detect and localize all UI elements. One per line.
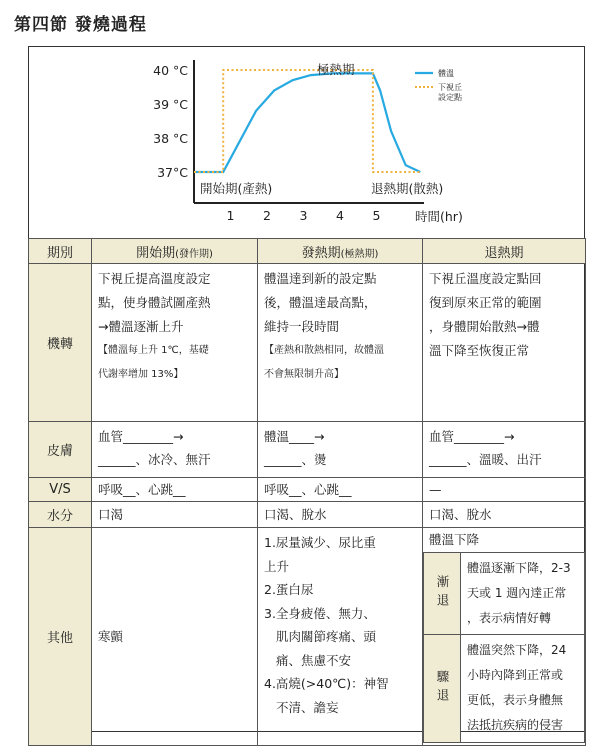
gradual-label: 漸退 <box>424 553 461 635</box>
fever-chart <box>28 46 585 238</box>
gradual-text: 體溫逐漸下降，2-3 天或 1 週內達正常 ，表示病情好轉 <box>461 553 585 635</box>
water-onset: 口渴 <box>92 502 258 528</box>
row-label-water: 水分 <box>29 502 92 528</box>
other-defervescence: 體溫下降 漸退 體溫逐漸下降，2-3 天或 1 週內達正常 ，表示病情好轉 驟退 體溫突然下降，24 小時內降到正常或 更低，表示身體無 法抵抗疾病的侵害 <box>423 528 586 746</box>
mechanism-onset: 下視丘提高溫度設定 點，使身體試圖產熱 →體溫逐漸上升 【體溫每上升 1℃，基礎 代謝率增加 13%】 <box>92 264 258 422</box>
legend-label-setpoint: 下視丘 <box>438 83 462 92</box>
fever-stage-table <box>28 238 586 746</box>
row-label-mechanism: 機轉 <box>29 264 92 422</box>
other-onset: 寒顫 <box>92 528 258 746</box>
vs-onset: 呼吸__、心跳__ <box>92 478 258 502</box>
other-fever: 1.尿量減少、尿比重 上升 2.蛋白尿 3.全身疲倦、無力、 肌肉關節疼痛、頭 痛、焦慮不安 4.高燒(>40℃)：神智 不清、譫妄 <box>258 528 423 746</box>
y-tick-label: 39 °C <box>153 97 188 112</box>
x-tick-label: 1 <box>226 208 235 223</box>
section-heading: 第四節 發燒過程 <box>14 15 147 35</box>
x-tick-label: 5 <box>372 208 381 223</box>
row-label-other: 其他 <box>29 528 92 746</box>
mechanism-fever: 體溫達到新的設定點 後，體溫達最高點， 維持一段時間 【產熱和散熱相同，故體溫 不會無限制升高】 <box>258 264 423 422</box>
x-tick-label: 2 <box>263 208 271 223</box>
y-tick-label: 38 °C <box>153 131 188 146</box>
header-period: 期別 <box>29 239 92 264</box>
legend-label-body-temp: 體溫 <box>438 69 454 78</box>
mechanism-defervescence: 下視丘溫度設定點回 復到原來正常的範圍 ，身體開始散熱→體 溫下降至恢復正常 <box>423 264 586 422</box>
annotation-defervescence: 退熱期(散熱) <box>371 181 444 196</box>
fever-chart-svg <box>28 46 585 238</box>
x-axis-label: 時間(hr) <box>415 209 463 224</box>
x-tick-label: 3 <box>299 208 308 223</box>
row-label-skin: 皮膚 <box>29 422 92 478</box>
water-defervescence: 口渴、脫水 <box>423 502 586 528</box>
series-line-setpoint <box>194 70 420 172</box>
vs-defervescence: — <box>423 478 586 502</box>
skin-fever: 體溫____→ ______、燙 <box>258 422 423 478</box>
annotation-peak: 極熱期 <box>317 62 355 77</box>
header-defervescence: 退熱期 <box>423 239 586 264</box>
header-onset: 開始期(發作期) <box>92 239 258 264</box>
header-fever: 發熱期(極熱期) <box>258 239 423 264</box>
series-line-body-temp <box>194 73 420 172</box>
sudden-label: 驟退 <box>424 635 461 743</box>
row-label-vs: V/S <box>29 478 92 502</box>
y-tick-label: 37°C <box>157 165 188 180</box>
x-tick-label: 4 <box>336 208 344 223</box>
skin-defervescence: 血管________→ ______、溫暖、出汗 <box>423 422 586 478</box>
water-fever: 口渴、脫水 <box>258 502 423 528</box>
skin-onset: 血管________→ ______、冰冷、無汗 <box>92 422 258 478</box>
vs-fever: 呼吸__、心跳__ <box>258 478 423 502</box>
y-tick-label: 40 °C <box>153 63 188 78</box>
sudden-text: 體溫突然下降，24 小時內降到正常或 更低，表示身體無 法抵抗疾病的侵害 <box>461 635 585 743</box>
legend-label-setpoint: 設定點 <box>438 93 462 102</box>
annotation-onset: 開始期(產熱) <box>200 181 273 196</box>
